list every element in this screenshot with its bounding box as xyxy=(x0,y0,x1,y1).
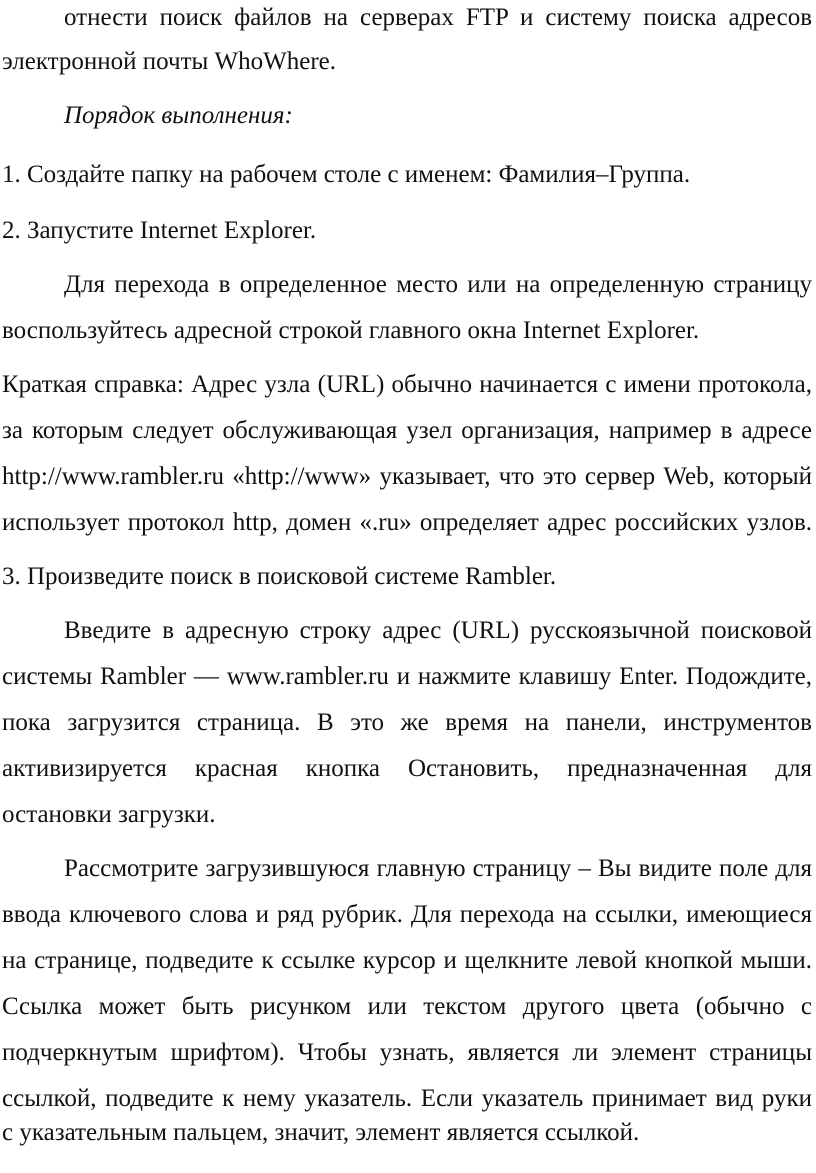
text-line: Ссылка может быть рисунком или текстом другого цвета (обычно с xyxy=(2,993,812,1020)
text-line: на странице, подведите к ссылке курсор и щелкните левой кнопкой мыши. xyxy=(2,947,812,974)
text-line: ввода ключевого слова и ряд рубрик. Для перехода на ссылки, имеющиеся xyxy=(2,901,812,928)
text-line: Рассмотрите загрузившуюся главную страницу – Вы видите поле для xyxy=(64,855,812,882)
step-item: 2. Запустите Internet Explorer. xyxy=(2,217,317,244)
text-line: ссылкой, подведите к нему указатель. Если указатель принимает вид руки xyxy=(2,1085,812,1112)
step-item: 1. Создайте папку на рабочем столе с именем: Фамилия–Группа. xyxy=(2,161,691,188)
section-heading: Порядок выполнения: xyxy=(64,102,293,129)
text-line: электронной почты WhoWhere. xyxy=(2,48,337,75)
text-line: активизируется красная кнопка Остановить, предназначенная для xyxy=(2,755,812,782)
text-line: http://www.rambler.ru «http://www» указывает, что это сервер Web, который xyxy=(2,463,812,490)
text-line: Для перехода в определенное место или на определенную страницу xyxy=(64,271,812,298)
text-line: пока загрузится страница. В это же время на панели, инструментов xyxy=(2,709,812,736)
text-line: использует протокол http, домен «.ru» определяет адрес российских узлов. xyxy=(2,509,812,536)
text-line: подчеркнутым шрифтом). Чтобы узнать, является ли элемент страницы xyxy=(2,1039,812,1066)
text-line: Введите в адресную строку адрес (URL) русскоязычной поисковой xyxy=(64,617,812,644)
text-line: Краткая справка: Адрес узла (URL) обычно начинается с имени протокола, xyxy=(2,371,812,398)
text-line: с указательным пальцем, значит, элемент является ссылкой. xyxy=(2,1119,640,1146)
text-line: системы Rambler — www.rambler.ru и нажмите клавишу Enter. Подождите, xyxy=(2,663,812,690)
text-line: за которым следует обслуживающая узел организация, например в адресе xyxy=(2,417,812,444)
step-item: 3. Произведите поиск в поисковой системе Rambler. xyxy=(2,563,557,590)
text-line: остановки загрузки. xyxy=(2,801,216,828)
text-line: воспользуйтесь адресной строкой главного окна Internet Explorer. xyxy=(2,317,700,344)
text-line: отнести поиск файлов на серверах FTP и систему поиска адресов xyxy=(64,4,812,31)
